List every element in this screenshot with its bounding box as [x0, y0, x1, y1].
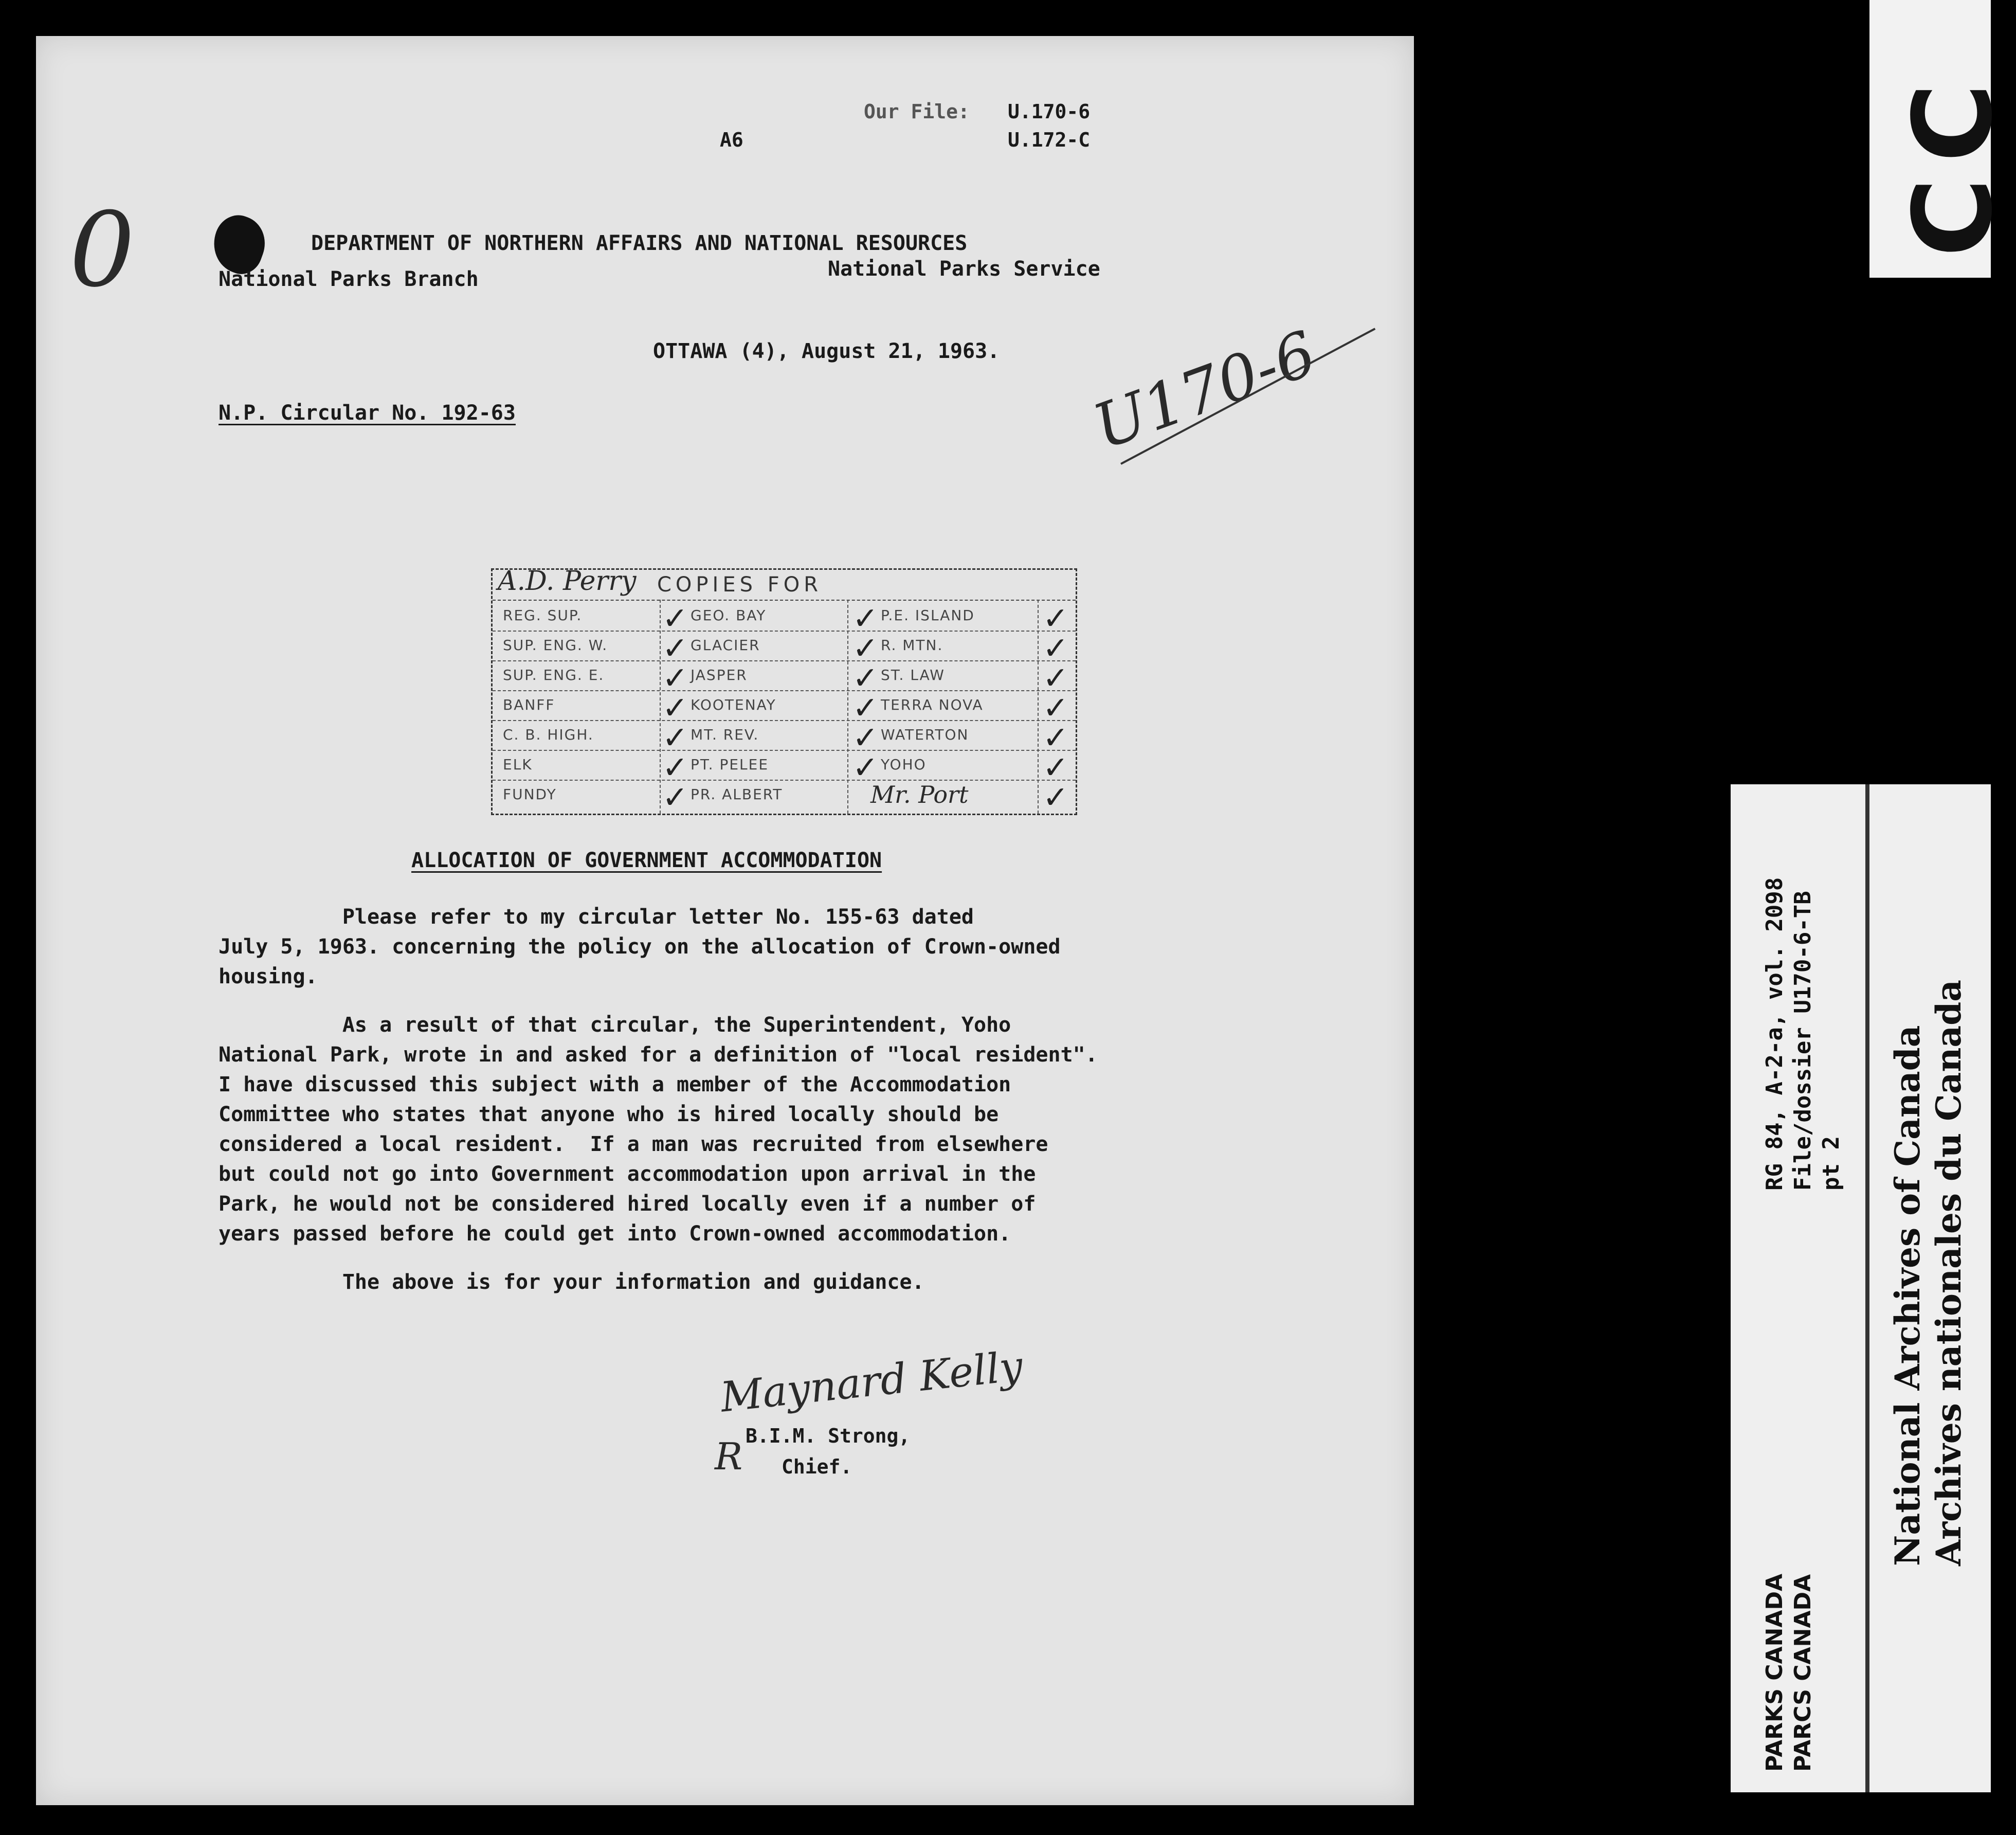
check-mark: ✓ [1043, 601, 1069, 637]
body-line: housing. [219, 965, 318, 988]
archive-reference: RG 84, A-2-a, vol. 2098 [1761, 877, 1788, 1191]
archives-name-en: National Archives of Canada [1887, 1025, 1928, 1566]
copies-cell: R. MTN. [881, 637, 943, 654]
check-mark: ✓ [852, 660, 879, 696]
copies-for-table [491, 568, 1077, 815]
check-mark: ✓ [1043, 690, 1069, 726]
handwritten-signature: Maynard Kelly [718, 1342, 1025, 1422]
copies-cell: GLACIER [691, 637, 760, 654]
check-mark: ✓ [662, 660, 688, 696]
copies-handwritten-extra: Mr. Port [870, 781, 969, 808]
archive-file: File/dossier U170-6-TB [1790, 891, 1816, 1191]
copies-cell: TERRA NOVA [881, 696, 984, 713]
copies-cell: ST. LAW [881, 667, 945, 683]
archives-name-fr: Archives nationales du Canada [1929, 979, 1969, 1566]
copies-table-header [493, 566, 1076, 601]
parks-canada-fr: PARCS CANADA [1790, 1574, 1816, 1772]
subject-heading: ALLOCATION OF GOVERNMENT ACCOMMODATION [411, 849, 882, 872]
body-line: Please refer to my circular letter No. 155-63 dated [219, 905, 974, 929]
page-code: A6 [720, 129, 743, 151]
archive-stamp [1731, 784, 1991, 1792]
document-page [36, 36, 1414, 1805]
handwritten-file-note: U170-6 [1084, 317, 1325, 464]
body-line: The above is for your information and guidance. [219, 1270, 924, 1294]
archive-corner-mark [1869, 0, 2016, 278]
column-divider [1038, 600, 1039, 814]
signer-title: Chief. [782, 1455, 852, 1478]
body-line: National Park, wrote in and asked for a definition of "local resident". [219, 1043, 1098, 1067]
copies-cell: JASPER [691, 667, 748, 683]
archive-stamp-divider [1865, 784, 1869, 1792]
copies-cell: PT. PELEE [691, 756, 769, 773]
check-mark: ✓ [662, 750, 688, 786]
check-mark: ✓ [662, 631, 688, 667]
archive-part: pt 2 [1818, 1136, 1844, 1191]
copies-cell: P.E. ISLAND [881, 607, 975, 624]
body-line: As a result of that circular, the Superintendent, Yoho [219, 1013, 1011, 1037]
check-mark: ✓ [852, 631, 879, 667]
body-line: but could not go into Government accommodation upon arrival in the [219, 1162, 1036, 1186]
copies-cell: BANFF [503, 696, 555, 713]
check-mark: ✓ [852, 720, 879, 756]
copies-cell: ELK [503, 756, 533, 773]
row-divider [493, 720, 1076, 721]
check-mark: ✓ [662, 780, 688, 816]
circular-number: N.P. Circular No. 192-63 [219, 401, 516, 425]
copies-cell: SUP. ENG. W. [503, 637, 608, 654]
file-number-2: U.172-C [1008, 129, 1091, 151]
check-mark: ✓ [662, 601, 688, 637]
copies-cell: C. B. HIGH. [503, 726, 594, 743]
copies-handwritten-name: A.D. Perry [498, 566, 637, 597]
place-date: OTTAWA (4), August 21, 1963. [653, 339, 1000, 363]
check-mark: ✓ [1043, 631, 1069, 667]
copies-cell: REG. SUP. [503, 607, 583, 624]
check-mark: ✓ [1043, 780, 1069, 816]
service-name: National Parks Service [828, 257, 1100, 281]
check-mark: ✓ [662, 690, 688, 726]
check-mark: ✓ [1043, 720, 1069, 756]
row-divider [493, 750, 1076, 751]
column-divider [660, 600, 661, 814]
department-heading: DEPARTMENT OF NORTHERN AFFAIRS AND NATIONAL RESOURCES [311, 231, 968, 255]
check-mark: ✓ [852, 690, 879, 726]
row-divider [493, 690, 1076, 691]
check-mark: ✓ [852, 750, 879, 786]
file-label: Our File: [864, 100, 970, 123]
copies-cell: SUP. ENG. E. [503, 667, 605, 683]
copies-table-title: COPIES FOR [657, 573, 822, 597]
row-divider [493, 631, 1076, 632]
parks-canada-en: PARKS CANADA [1761, 1573, 1788, 1772]
copies-cell: KOOTENAY [691, 696, 776, 713]
check-mark: ✓ [662, 720, 688, 756]
corner-mark-text: CC [1890, 67, 2016, 257]
column-divider [847, 600, 848, 814]
signer-name: B.I.M. Strong, [746, 1425, 911, 1447]
branch-name: National Parks Branch [219, 267, 479, 291]
copies-cell: MT. REV. [691, 726, 759, 743]
copies-cell: PR. ALBERT [691, 786, 783, 803]
check-mark: ✓ [852, 601, 879, 637]
row-divider [493, 660, 1076, 661]
body-line: Park, he would not be considered hired locally even if a number of [219, 1192, 1036, 1216]
body-line: considered a local resident. If a man was recruited from elsewhere [219, 1132, 1048, 1156]
handwritten-initial: R [715, 1435, 743, 1478]
handwritten-zero: 0 [69, 190, 135, 310]
copies-cell: GEO. BAY [691, 607, 767, 624]
body-line: Committee who states that anyone who is hired locally should be [219, 1103, 999, 1126]
check-mark: ✓ [1043, 660, 1069, 696]
body-line: July 5, 1963. concerning the policy on the allocation of Crown-owned [219, 935, 1061, 959]
copies-cell: FUNDY [503, 786, 557, 803]
copies-cell: WATERTON [881, 726, 969, 743]
check-mark: ✓ [1043, 750, 1069, 786]
body-line: I have discussed this subject with a member of the Accommodation [219, 1073, 1011, 1096]
body-line: years passed before he could get into Crown-owned accommodation. [219, 1222, 1011, 1246]
file-number-1: U.170-6 [1008, 100, 1091, 123]
copies-cell: YOHO [881, 756, 927, 773]
row-divider [493, 780, 1076, 781]
